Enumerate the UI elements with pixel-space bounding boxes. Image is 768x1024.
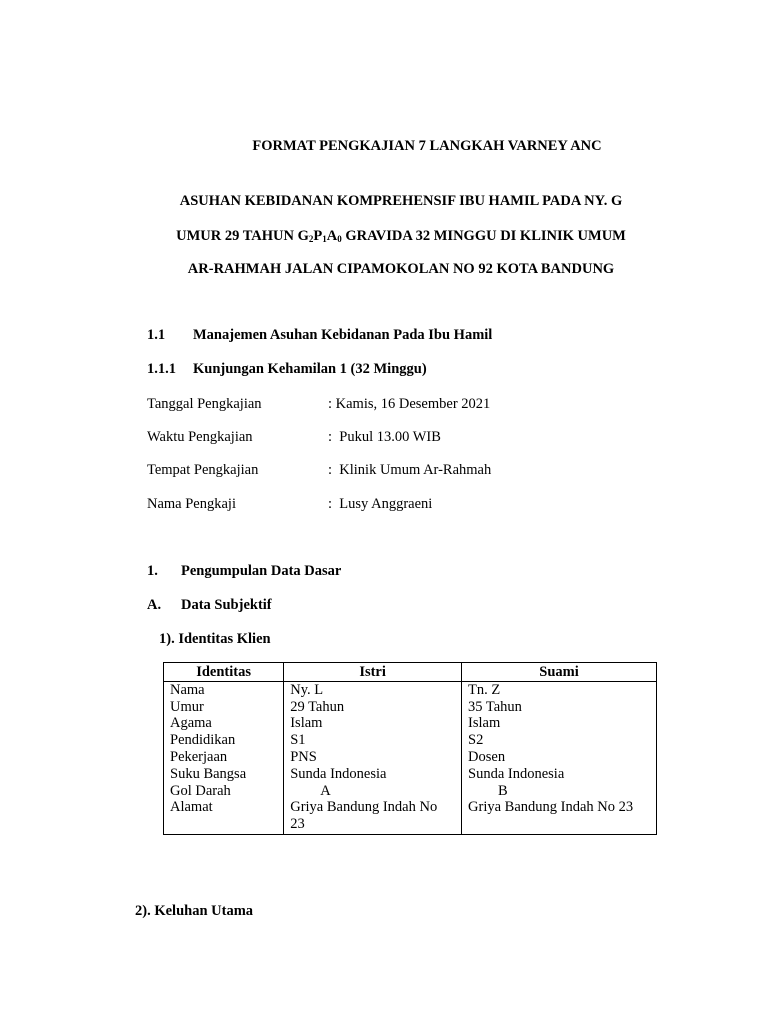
section-1-1-title: Manajemen Asuhan Kebidanan Pada Ibu Hamil bbox=[193, 327, 493, 343]
detail-label-tempat: Tempat Pengkajian bbox=[147, 462, 259, 478]
detail-value-tanggal: : Kamis, 16 Desember 2021 bbox=[328, 396, 491, 412]
column-header-identitas: Identitas bbox=[164, 663, 284, 682]
column-header-istri: Istri bbox=[284, 663, 462, 682]
detail-value-waktu: : Pukul 13.00 WIB bbox=[328, 429, 441, 445]
column-header-suami: Suami bbox=[462, 663, 657, 682]
document-title-line-1: ASUHAN KEBIDANAN KOMPREHENSIF IBU HAMIL PADA NY. G bbox=[179, 193, 623, 209]
step-1-number: 1. bbox=[147, 563, 158, 579]
document-title-line-3: AR-RAHMAH JALAN CIPAMOKOLAN NO 92 KOTA BANDUNG bbox=[187, 261, 615, 277]
suami-values: Tn. Z 35 Tahun Islam S2 Dosen Sunda Indonesia B Griya Bandung Indah No 23 bbox=[462, 681, 657, 834]
istri-values: Ny. L 29 Tahun Islam S1 PNS Sunda Indonesia A Griya Bandung Indah No 23 bbox=[284, 681, 462, 834]
table-row bbox=[164, 681, 657, 834]
detail-value-tempat: : Klinik Umum Ar-Rahmah bbox=[328, 462, 492, 478]
detail-label-tanggal: Tanggal Pengkajian bbox=[147, 396, 262, 412]
subsection-keluhan-utama: 2). Keluhan Utama bbox=[135, 903, 254, 919]
step-a-title: Data Subjektif bbox=[181, 597, 272, 613]
table-header-row bbox=[164, 663, 657, 682]
format-title: FORMAT PENGKAJIAN 7 LANGKAH VARNEY ANC bbox=[252, 138, 602, 154]
section-1-1-1-number: 1.1.1 bbox=[147, 361, 176, 377]
section-1-1-1-title: Kunjungan Kehamilan 1 (32 Minggu) bbox=[193, 361, 427, 377]
document-title-line-2: UMUR 29 TAHUN $G_2P_1A_0$ GRAVIDA 32 MINGGU DI KLINIK UMUM bbox=[176, 228, 626, 244]
section-1-1-number: 1.1 bbox=[147, 327, 166, 343]
detail-label-pengkaji: Nama Pengkaji bbox=[147, 496, 236, 512]
detail-label-waktu: Waktu Pengkajian bbox=[147, 429, 253, 445]
step-1-title: Pengumpulan Data Dasar bbox=[181, 563, 342, 579]
subsection-identitas-klien: 1). Identitas Klien bbox=[159, 631, 271, 647]
step-a-number: A. bbox=[147, 597, 162, 613]
detail-value-pengkaji: : Lusy Anggraeni bbox=[328, 496, 433, 512]
identity-table bbox=[163, 662, 657, 835]
row-label: Nama Umur Agama Pendidikan Pekerjaan Suku Bangsa Gol Darah Alamat bbox=[164, 681, 284, 834]
